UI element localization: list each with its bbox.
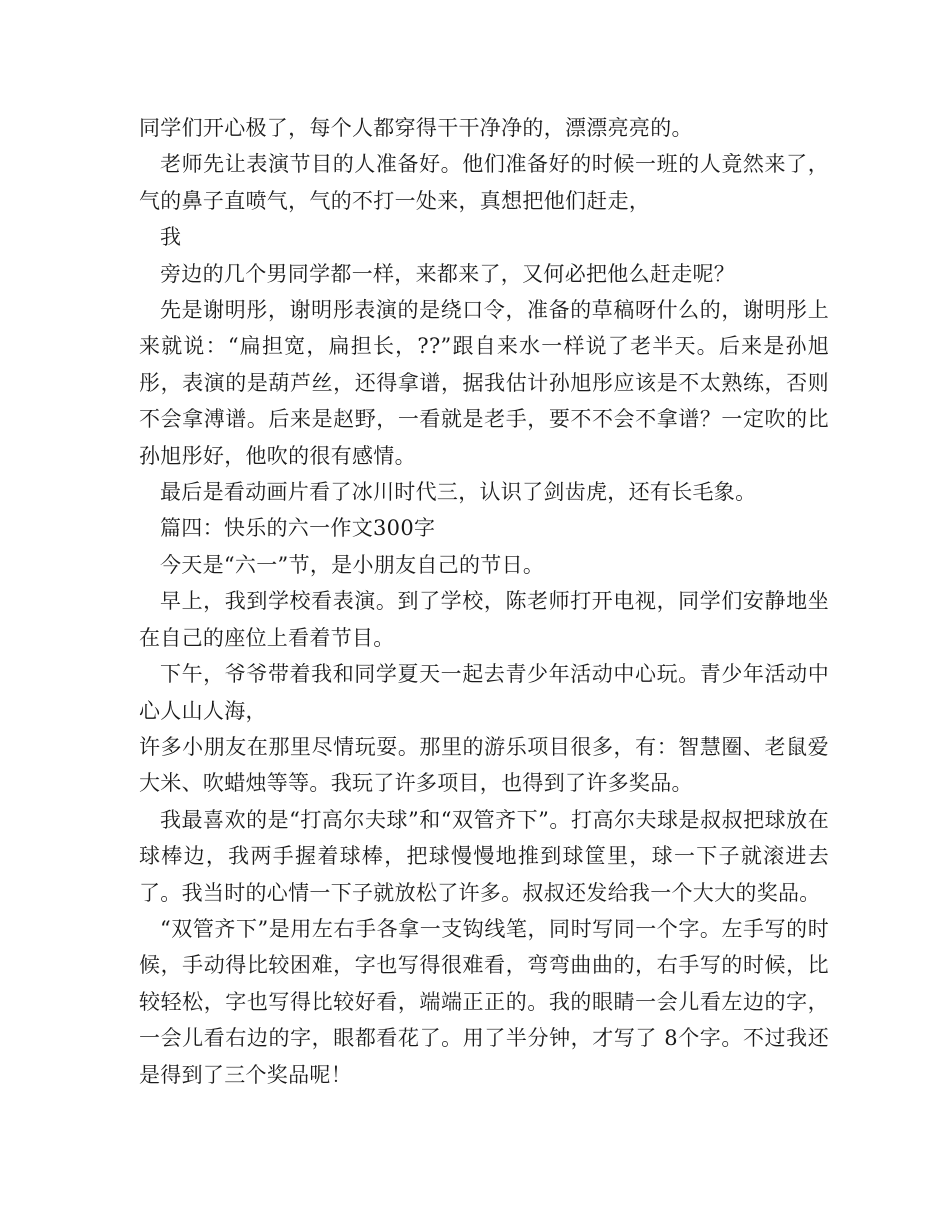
paragraph-4: 旁边的几个男同学都一样，来都来了，又何必把他么赶走呢？ bbox=[160, 261, 736, 286]
paragraph-2: 老师先让表演节目的人准备好。他们准备好的时候一班的人竟然来了，气的鼻子直喷气，气的不打一处来，真想把他们赶走， bbox=[139, 152, 829, 213]
section-heading: 篇四：快乐的六一作文300字 bbox=[160, 516, 436, 541]
document-body bbox=[139, 110, 829, 1093]
paragraph-10: 下午，爷爷带着我和同学夏天一起去青少年活动中心玩。青少年活动中心人山人海， bbox=[139, 662, 829, 723]
paragraph-1: 同学们开心极了，每个人都穿得干干净净的，漂漂亮亮的。 bbox=[139, 116, 693, 140]
paragraph-6: 最后是看动画片看了冰川时代三，认识了剑齿虎，还有长毛象。 bbox=[160, 480, 757, 505]
paragraph-9: 早上，我到学校看表演。到了学校，陈老师打开电视，同学们安静地坐在自己的座位上看着节目。 bbox=[139, 589, 829, 650]
paragraph-12: 我最喜欢的是“打高尔夫球”和“双管齐下”。打高尔夫球是叔叔把球放在球棒边，我两手握着球棒，把球慢慢地推到球筐里，球一下子就滚进去了。我当时的心情一下子就放松了许多。叔叔还发给我一个大大的奖品。 bbox=[139, 807, 829, 905]
paragraph-3: 我 bbox=[160, 225, 182, 250]
paragraph-8: 今天是“六一”节，是小朋友自己的节日。 bbox=[160, 552, 545, 577]
paragraph-13: “双管齐下”是用左右手各拿一支钩线笔，同时写同一个字。左手写的时候，手动得比较困难，字也写得很难看，弯弯曲曲的，右手写的时候，比较轻松，字也写得比较好看，端端正正的。我的眼睛一会儿看左边的字，一会儿看右边的字，眼都看花了。用了半分钟，才写了 8个字。不过我还是得到了三个奖品呢！ bbox=[139, 916, 829, 1087]
paragraph-5: 先是谢明彤，谢明彤表演的是绕口令，准备的草稿呀什么的，谢明彤上来就说：“扁担宽，扁担长，??”跟自来水一样说了老半天。后来是孙旭彤，表演的是葫芦丝，还得拿谱，据我估计孙旭彤应该是不太熟练，否则不会拿溥谱。后来是赵野，一看就是老手，要不不会不拿谱？一定吹的比孙旭彤好，他吹的很有感情。 bbox=[139, 298, 829, 468]
paragraph-11: 许多小朋友在那里尽情玩耍。那里的游乐项目很多，有：智慧圈、老鼠爱大米、吹蜡烛等等。我玩了许多项目，也得到了许多奖品。 bbox=[139, 734, 829, 796]
